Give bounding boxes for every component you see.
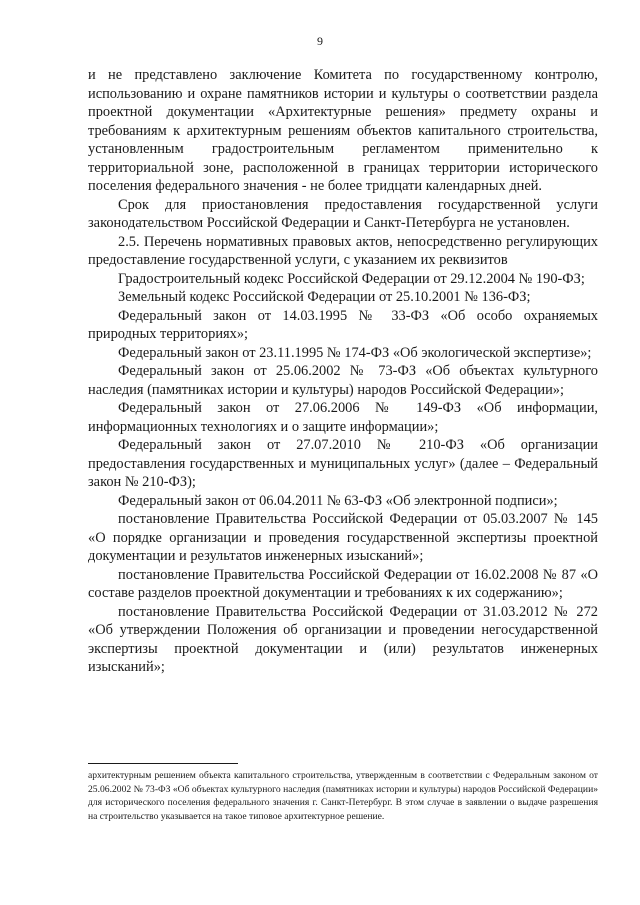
legal-act-item: постановление Правительства Российской Федерации от 05.03.2007 № 145 «О порядке организации и проведения государственной экспертизы проектной документации и результатов инженерных изысканий»; bbox=[88, 511, 598, 564]
legal-act-item: Федеральный закон от 23.11.1995 № 174-ФЗ «Об экологической экспертизе»; bbox=[118, 344, 592, 361]
footnote bbox=[88, 769, 598, 823]
paragraph: и не представлено заключение Комитета по государственному контролю, использованию и охране памятников истории и культуры о соответствии раздела проектной документации «Архитектурные решения» предмету охраны и требованиям к архитектурным решениям объектов капитального строительства, установленным градостроительным регламентом применительно к территориальной зоне, расположенной в границах территории исторического поселения федерального значения - не более тридцати календарных дней. bbox=[88, 67, 598, 194]
section-heading-2-5: 2.5. Перечень нормативных правовых актов, непосредственно регулирующих предоставление государственной услуги, с указанием их реквизитов bbox=[88, 233, 598, 268]
footnote-text: архитектурным решением объекта капитального строительства, утвержденным в соответствии с Федеральным законом от 25.06.2002 № 73-ФЗ «Об объектах культурного наследия (памятниках истории и культуры) народов Российской Федерации» для исторического поселения федерального значения г. Санкт-Петербург. В этом случае в заявлении о выдаче разрешения на строительство указывается на такое типовое архитектурное решение. bbox=[88, 770, 598, 822]
legal-act-item: Федеральный закон от 06.04.2011 № 63-ФЗ «Об электронной подписи»; bbox=[118, 492, 558, 509]
legal-act-item: Федеральный закон от 27.07.2010 № 210-ФЗ «Об организации предоставления государственных и муниципальных услуг» (далее – Федеральный закон № 210-ФЗ); bbox=[88, 437, 598, 490]
legal-act-item: Градостроительный кодекс Российской Федерации от 29.12.2004 № 190-ФЗ; bbox=[118, 270, 585, 287]
body-text bbox=[88, 66, 598, 677]
legal-act-item: Федеральный закон от 25.06.2002 № 73-ФЗ «Об объектах культурного наследия (памятниках истории и культуры) народов Российской Федерации»; bbox=[88, 363, 598, 398]
legal-act-item: Земельный кодекс Российской Федерации от 25.10.2001 № 136-ФЗ; bbox=[118, 289, 531, 305]
legal-act-item: постановление Правительства Российской Федерации от 16.02.2008 № 87 «О составе разделов проектной документации и требованиях к их содержанию»; bbox=[88, 566, 598, 601]
legal-act-item: постановление Правительства Российской Федерации от 31.03.2012 № 272 «Об утверждении Положения об организации и проведении негосударственной экспертизы проектной документации и (или) результатов инженерных изысканий»; bbox=[88, 603, 598, 675]
legal-act-item: Федеральный закон от 27.06.2006 № 149-ФЗ «Об информации, информационных технологиях и о защите информации»; bbox=[88, 400, 598, 435]
page-number: 9 bbox=[317, 34, 323, 48]
footnote-divider bbox=[88, 763, 238, 764]
paragraph: Срок для приостановления предоставления государственной услуги законодательством Российской Федерации и Санкт-Петербурга не установлен. bbox=[88, 196, 598, 231]
legal-act-item: Федеральный закон от 14.03.1995 № 33-ФЗ «Об особо охраняемых природных территориях»; bbox=[88, 307, 598, 342]
